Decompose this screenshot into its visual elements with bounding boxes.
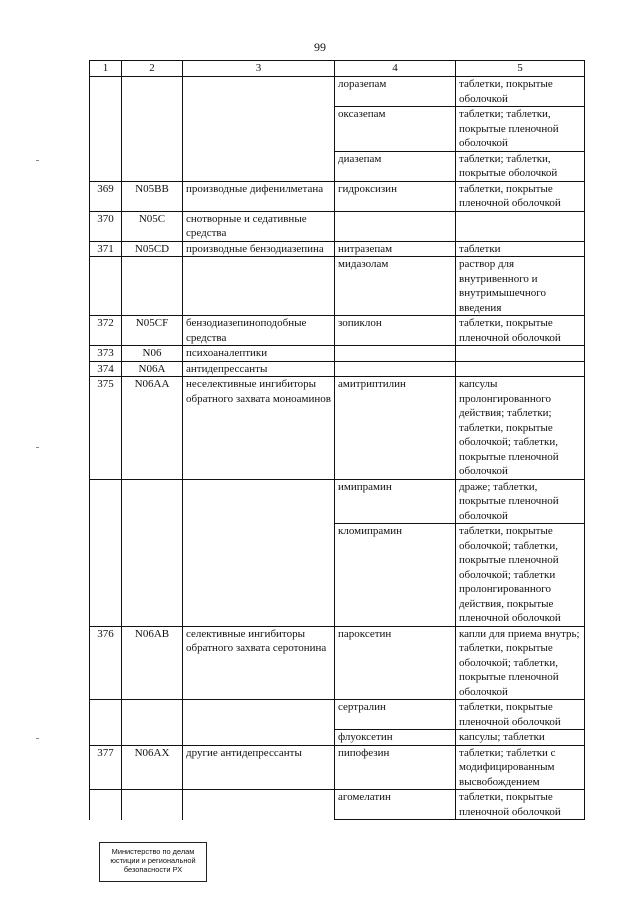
group-name: психоаналептики	[183, 346, 335, 362]
ministry-stamp	[99, 842, 207, 882]
atc-code	[122, 479, 183, 524]
row-number	[90, 77, 122, 107]
row-number: 373	[90, 346, 122, 362]
row-number	[90, 257, 122, 316]
table-row	[90, 730, 585, 746]
table-row	[90, 211, 585, 241]
dosage-form: таблетки, покрытые пленочной оболочкой	[456, 181, 585, 211]
group-name: антидепрессанты	[183, 361, 335, 377]
header-col-5: 5	[456, 61, 585, 77]
dosage-form: драже; таблетки, покрытые пленочной оболочкой	[456, 479, 585, 524]
row-number: 372	[90, 316, 122, 346]
drug-name: оксазепам	[335, 107, 456, 152]
table-row	[90, 626, 585, 700]
dosage-form	[456, 211, 585, 241]
header-col-4: 4	[335, 61, 456, 77]
header-col-2: 2	[122, 61, 183, 77]
page-number: 99	[314, 40, 326, 54]
row-number: 376	[90, 626, 122, 700]
table-row	[90, 241, 585, 257]
row-number: 377	[90, 745, 122, 790]
drug-name: кломипрамин	[335, 524, 456, 627]
atc-code	[122, 151, 183, 181]
row-number: 375	[90, 377, 122, 480]
dosage-form: капсулы пролонгированного действия; таблетки; таблетки, покрытые оболочкой; таблетки, покрытые пленочной оболочкой	[456, 377, 585, 480]
dosage-form	[456, 361, 585, 377]
dosage-form: таблетки, покрытые пленочной оболочкой	[456, 700, 585, 730]
group-name	[183, 524, 335, 627]
atc-code: N05C	[122, 211, 183, 241]
drug-name: сертралин	[335, 700, 456, 730]
margin-mark	[36, 447, 39, 448]
dosage-form: таблетки, покрытые пленочной оболочкой	[456, 316, 585, 346]
dosage-form: таблетки	[456, 241, 585, 257]
table-row	[90, 700, 585, 730]
row-number	[90, 790, 122, 820]
table-row	[90, 257, 585, 316]
table-row	[90, 346, 585, 362]
dosage-form	[456, 346, 585, 362]
row-number	[90, 479, 122, 524]
atc-code	[122, 107, 183, 152]
atc-code	[122, 77, 183, 107]
dosage-form: капли для приема внутрь; таблетки, покрытые оболочкой; таблетки, покрытые пленочной оболочкой	[456, 626, 585, 700]
dosage-form: капсулы; таблетки	[456, 730, 585, 746]
row-number: 369	[90, 181, 122, 211]
group-name: производные бензодиазепина	[183, 241, 335, 257]
header-col-1: 1	[90, 61, 122, 77]
row-number	[90, 700, 122, 730]
drug-name: нитразепам	[335, 241, 456, 257]
atc-code: N06AA	[122, 377, 183, 480]
group-name: другие антидепрессанты	[183, 745, 335, 790]
drug-name: агомелатин	[335, 790, 456, 820]
stamp-line: безопасности РХ	[123, 865, 183, 874]
group-name	[183, 257, 335, 316]
row-number: 371	[90, 241, 122, 257]
group-name	[183, 107, 335, 152]
group-name	[183, 479, 335, 524]
dosage-form: таблетки, покрытые оболочкой	[456, 77, 585, 107]
group-name	[183, 700, 335, 730]
row-number	[90, 730, 122, 746]
table-row	[90, 107, 585, 152]
group-name	[183, 790, 335, 820]
group-name	[183, 151, 335, 181]
drug-name: лоразепам	[335, 77, 456, 107]
atc-code: N06AB	[122, 626, 183, 700]
row-number	[90, 524, 122, 627]
table-row	[90, 479, 585, 524]
drug-name: мидазолам	[335, 257, 456, 316]
table-row	[90, 745, 585, 790]
margin-mark	[36, 160, 39, 161]
row-number	[90, 151, 122, 181]
drug-name: амитриптилин	[335, 377, 456, 480]
drug-name	[335, 211, 456, 241]
atc-code: N06	[122, 346, 183, 362]
table-row	[90, 361, 585, 377]
drug-name: диазепам	[335, 151, 456, 181]
atc-code: N05CF	[122, 316, 183, 346]
table-row	[90, 151, 585, 181]
drug-name: флуоксетин	[335, 730, 456, 746]
drug-name: зопиклон	[335, 316, 456, 346]
margin-mark	[36, 738, 39, 739]
group-name: производные дифенилметана	[183, 181, 335, 211]
stamp-line: юстиции и региональной	[110, 856, 196, 865]
drug-name	[335, 361, 456, 377]
atc-code	[122, 257, 183, 316]
table-header-row	[90, 61, 585, 77]
drug-name: имипрамин	[335, 479, 456, 524]
atc-code	[122, 790, 183, 820]
drug-name	[335, 346, 456, 362]
atc-code: N06A	[122, 361, 183, 377]
group-name: селективные ингибиторы обратного захвата серотонина	[183, 626, 335, 700]
table-row	[90, 377, 585, 480]
group-name: бензодиазепиноподобные средства	[183, 316, 335, 346]
dosage-form: раствор для внутривенного и внутримышечного введения	[456, 257, 585, 316]
row-number: 370	[90, 211, 122, 241]
dosage-form: таблетки; таблетки, покрытые оболочкой	[456, 151, 585, 181]
table-row	[90, 77, 585, 107]
row-number	[90, 107, 122, 152]
atc-code	[122, 730, 183, 746]
table-row	[90, 790, 585, 820]
dosage-form: таблетки; таблетки с модифицированным высвобождением	[456, 745, 585, 790]
atc-code	[122, 700, 183, 730]
table-row	[90, 524, 585, 627]
atc-code: N05CD	[122, 241, 183, 257]
atc-code	[122, 524, 183, 627]
atc-code: N06AX	[122, 745, 183, 790]
group-name	[183, 77, 335, 107]
drug-name: гидроксизин	[335, 181, 456, 211]
stamp-line: Министерство по делам	[111, 847, 195, 856]
row-number: 374	[90, 361, 122, 377]
table-row	[90, 181, 585, 211]
table-row	[90, 316, 585, 346]
drug-name: пароксетин	[335, 626, 456, 700]
group-name: снотворные и седативные средства	[183, 211, 335, 241]
group-name: неселективные ингибиторы обратного захвата моноаминов	[183, 377, 335, 480]
dosage-form: таблетки; таблетки, покрытые пленочной оболочкой	[456, 107, 585, 152]
atc-code: N05BB	[122, 181, 183, 211]
group-name	[183, 730, 335, 746]
dosage-form: таблетки, покрытые оболочкой; таблетки, покрытые пленочной оболочкой; таблетки пролонгированного действия, покрытые пленочной оболочкой	[456, 524, 585, 627]
dosage-form: таблетки, покрытые пленочной оболочкой	[456, 790, 585, 820]
drug-name: пипофезин	[335, 745, 456, 790]
header-col-3: 3	[183, 61, 335, 77]
medicines-table	[89, 60, 585, 820]
